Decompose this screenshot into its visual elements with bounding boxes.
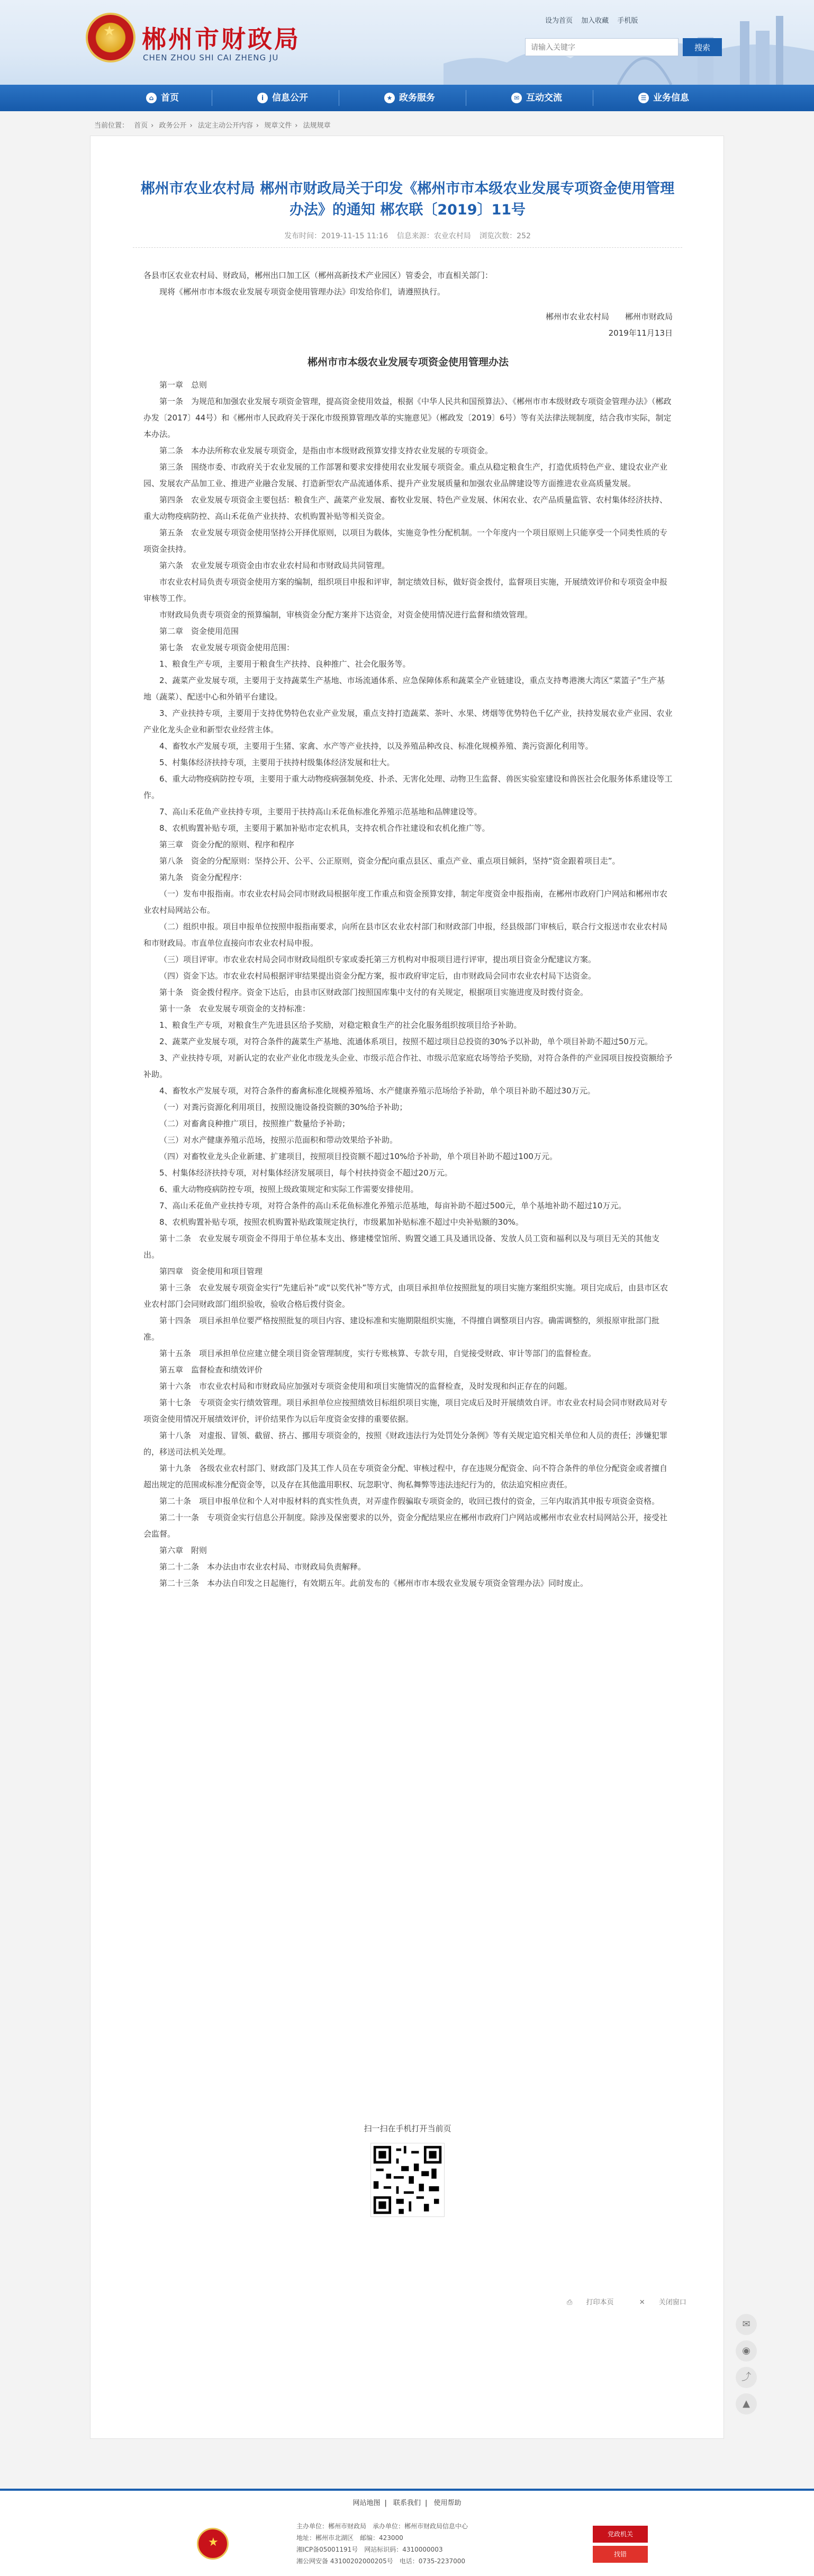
body-paragraph: 6、重大动物疫病防控专项，按照上级政策规定和实际工作需要安排使用。	[159, 1184, 419, 1194]
article-body	[143, 267, 673, 1592]
intro-paragraph: 现将《郴州市市本级农业发展专项资金使用管理办法》印发给你们，请遵照执行。	[159, 287, 446, 297]
footer-badges	[593, 2526, 648, 2566]
info-icon: i	[257, 93, 268, 103]
signature-date: 2019年11月13日	[608, 328, 673, 338]
search-input[interactable]	[525, 38, 679, 56]
breadcrumb-separator: ›	[151, 122, 154, 130]
breadcrumb-prefix: 当前位置：	[94, 122, 129, 130]
body-paragraph: 第五条 农业发展专项资金使用坚持公开择优原则，以项目为载体，实施竞争性分配机制。一个年度内一个项目原则上只能享受一个同类性质的专项资金扶持。	[143, 528, 668, 554]
print-icon: ⎙	[567, 2299, 575, 2306]
breadcrumb-separator: ›	[295, 122, 298, 130]
body-paragraph: 市财政局负责专项资金的预算编制，审核资金分配方案并下达资金，对资金使用情况进行监督和绩效管理。	[159, 610, 533, 620]
spacer	[143, 300, 673, 309]
qr-label: 扫一扫在手机打开当前页	[364, 2124, 451, 2133]
body-paragraph: 2、蔬菜产业发展专项，主要用于支持蔬菜生产基地、市场流通体系、应急保障体系和蔬菜全产业链建设，重点支持粤港澳大湾区“菜篮子”生产基地（蔬菜）、配送中心和外销平台建设。	[143, 676, 665, 702]
article-meta	[138, 230, 677, 241]
back-to-top-icon[interactable]: ▲	[736, 2393, 757, 2415]
nav-item-label: 首页	[161, 93, 179, 103]
nav-item-label: 互动交流	[526, 93, 562, 103]
body-paragraph: 第十八条 对虚报、冒领、截留、挤占、挪用专项资金的，按照《财政违法行为处罚处分条例》等有关规定追究相关单位和人员的责任；涉嫌犯罪的，移送司法机关处理。	[143, 1431, 668, 1457]
body-paragraph: 3、产业扶持专项，对新认定的农业产业化市级龙头企业、市级示范合作社、市级示范家庭农场等给予奖励，对符合条件的产业园项目按投资额给予补助。	[143, 1053, 673, 1079]
body-paragraph: 第一章 总则	[159, 380, 207, 390]
breadcrumb	[94, 120, 334, 130]
body-paragraph: 第十七条 专项资金实行绩效管理。项目承担单位应按照绩效目标组织项目实施，项目完成后及时开展绩效自评。市农业农村局会同市财政局对专项资金使用情况开展绩效评价，评价结果作为以后年度资金安排的重要依据。	[143, 1398, 668, 1424]
body-paragraph: 第四章 资金使用和项目管理	[159, 1267, 263, 1276]
body-paragraph: 3、产业扶持专项，主要用于支持优势特色农业产业发展，重点支持打造蔬菜、茶叶、水果、烤烟等优势特色千亿产业，扶持发展农业产业园、农业产业化龙头企业和新型农业经营主体。	[143, 708, 673, 734]
body-paragraph: 5、村集体经济扶持专项，主要用于扶持村级集体经济发展和壮大。	[159, 758, 395, 767]
body-paragraph: （三）项目评审。市农业农村局会同市财政局组织专家或委托第三方机构对申报项目进行评审，提出项目资金分配建议方案。	[159, 955, 596, 964]
footer-host: 主办单位：郴州市财政局 承办单位：郴州市财政局信息中心	[296, 2523, 468, 2530]
body-paragraph: 5、村集体经济扶持专项，对村集体经济发展项目，每个村扶持资金不超过20万元。	[159, 1168, 453, 1178]
breadcrumb-link[interactable]: 政务公开	[159, 122, 187, 130]
wechat-icon[interactable]: ✉	[736, 2314, 757, 2335]
signature-orgs: 郴州市农业农村局 郴州市财政局	[545, 312, 673, 321]
body-paragraph: 第六章 附则	[159, 1546, 207, 1555]
print-label: 打印本页	[586, 2299, 614, 2306]
top-links	[545, 15, 644, 25]
body-paragraph: 第十五条 项目承担单位应建立健全项目资金管理制度，实行专账核算、专款专用，自觉接受财政、审计等部门的监督检查。	[159, 1349, 596, 1358]
breadcrumb-link[interactable]: 规章文件	[264, 122, 292, 130]
print-button[interactable]	[567, 2299, 626, 2306]
home-icon: ⌂	[146, 93, 157, 103]
salutation: 各县市区农业农村局、财政局，郴州出口加工区（郴州高新技术产业园区）管委会，市直相关部门：	[143, 271, 493, 280]
body-paragraph: 8、农机购置补贴专项，按照农机购置补贴政策规定执行，市级累加补贴标准不超过中央补贴额的30%。	[159, 1217, 523, 1227]
party-government-badge-icon[interactable]: ★	[197, 2528, 229, 2560]
nav-item-label: 业务信息	[653, 93, 689, 103]
floating-toolbar	[736, 2314, 758, 2420]
close-icon: ✕	[639, 2299, 647, 2306]
nav-item-label: 信息公开	[272, 93, 308, 103]
body-paragraph: 第十一条 农业发展专项资金的支持标准：	[159, 1004, 311, 1013]
nav-item-label: 政务服务	[399, 93, 435, 103]
paragraph-list	[143, 377, 673, 1592]
footer-links: 网站地图 | 联系我们 | 使用帮助	[352, 2499, 462, 2507]
body-paragraph: 第七条 农业发展专项资金使用范围：	[159, 643, 295, 652]
breadcrumb-separator: ›	[189, 122, 193, 130]
body-paragraph: 第二十三条 本办法自印发之日起施行，有效期五年。此前发布的《郴州市市本级农业发展专项资金管理办法》同时废止。	[159, 1578, 589, 1588]
body-paragraph: 1、粮食生产专项，对粮食生产先进县区给予奖励，对稳定粮食生产的社会化服务组织按项目给予补助。	[159, 1020, 522, 1030]
site-title: 郴州市财政局	[142, 25, 301, 53]
body-paragraph: 第九条 资金分配程序：	[159, 873, 247, 882]
chat-icon: ✉	[511, 93, 522, 103]
footer-link[interactable]: 联系我们	[393, 2499, 421, 2507]
main-nav	[0, 85, 814, 111]
body-paragraph: 7、高山禾花鱼产业扶持专项，对符合条件的高山禾花鱼标准化养殖示范基地，每亩补助不超过500元，单个基地补助不超过10万元。	[159, 1201, 627, 1210]
body-paragraph: （四）资金下达。市农业农村局根据评审结果提出资金分配方案，报市政府审定后，由市财政局会同市农业农村局下达资金。	[159, 971, 596, 981]
body-paragraph: 市农业农村局负责专项资金使用方案的编制，组织项目申报和评审，制定绩效目标，做好资金拨付，监督项目实施，开展绩效评价和专项资金申报审核等工作。	[143, 577, 668, 603]
body-paragraph: 2、蔬菜产业发展专项，对符合条件的蔬菜生产基地、流通体系项目，按照不超过项目总投资的30%予以补助，单个项目补助不超过50万元。	[159, 1037, 653, 1046]
body-paragraph: 第三条 围绕市委、市政府关于农业发展的工作部署和要求安排使用农业发展专项资金。重点从稳定粮食生产，打造优质特色产业、建设农业产业园、发展农产品加工业、推进产业融合发展、打造新型农产品流通体系、提升产业发展质量和加强农业品牌建设等方面推进农业高质量发展。	[143, 462, 668, 488]
body-paragraph: 第十二条 农业发展专项资金不得用于单位基本支出、修建楼堂馆所、购置交通工具及通讯设备、发放人员工资和福利以及与项目无关的其他支出。	[143, 1234, 660, 1260]
body-paragraph: 8、农机购置补贴专项，主要用于累加补贴市定农机具，支持农机合作社建设和农机化推广等。	[159, 823, 490, 833]
body-paragraph: 4、畜牧水产发展专项，对符合条件的畜禽标准化规模养殖场、水产健康养殖示范场给予补助，单个项目补助不超过30万元。	[159, 1086, 595, 1096]
body-paragraph: 1、粮食生产专项，主要用于粮食生产扶持、良种推广、社会化服务等。	[159, 659, 411, 669]
site-subtitle: CHEN ZHOU SHI CAI ZHENG JU	[143, 53, 279, 62]
footer-record[interactable]: 湘ICP备05001191号 网站标识码：4310000003	[296, 2546, 443, 2553]
gov-badge[interactable]: 党政机关	[593, 2526, 648, 2543]
body-paragraph: 第四条 农业发展专项资金主要包括：粮食生产、蔬菜产业发展、畜牧业发展、特色产业发展、休闲农业、农产品质量监管、农村集体经济扶持、重大动物疫病防控、高山禾花鱼产业扶持、农机购置补贴等相关资金。	[143, 495, 668, 521]
body-paragraph: 第十六条 市农业农村局和市财政局应加强对专项资金使用和项目实施情况的监督检查，及时发现和纠正存在的问题。	[159, 1381, 573, 1391]
breadcrumb-link[interactable]: 首页	[134, 122, 148, 130]
body-paragraph: （四）对畜牧业龙头企业新建、扩建项目，按照项目投资额不超过10%给予补助，单个项目补助不超过100万元。	[159, 1152, 557, 1161]
nav-item-business[interactable]	[635, 85, 689, 111]
body-paragraph: 第一条 为规范和加强农业发展专项资金管理，提高资金使用效益，根据《中华人民共和国预算法》、《郴州市市本级财政专项资金管理办法》（郴政办发〔2017〕44号）和《郴州市人民政府关于深化市级预算管理改革的实施意见》（郴政发〔2019〕6号）等有关法律法规制度，结合我市实际，制定本办法。	[143, 397, 672, 439]
body-paragraph: 第二条 本办法所称农业发展专项资金，是指由市本级财政预算安排支持农业发展的专项资金。	[159, 446, 493, 455]
nav-item-home[interactable]	[143, 85, 179, 111]
body-paragraph: 7、高山禾花鱼产业扶持专项，主要用于扶持高山禾花鱼标准化养殖示范基地和品牌建设等。	[159, 807, 482, 816]
page-tools	[567, 2296, 710, 2306]
meta-divider	[133, 247, 682, 248]
body-paragraph: 第十三条 农业发展专项资金实行“先建后补”或“以奖代补”等方式，由项目承担单位按照批复的项目实施方案组织实施。项目完成后，由县市区农业农村部门会同财政部门组织验收，验收合格后拨付资金。	[143, 1283, 668, 1309]
breadcrumb-link[interactable]: 法规规章	[303, 122, 331, 130]
footer-link[interactable]: 使用帮助	[433, 2499, 462, 2507]
body-paragraph: （二）组织申报。项目申报单位按照申报指南要求，向所在县市区农业农村部门和财政部门申报，经县级部门审核后，联合行文报送市农业农村局和市财政局。市直单位直接向市农业农村局申报。	[143, 922, 668, 948]
body-paragraph: （一）对粪污资源化利用项目，按照设施设备投资额的30%给予补助；	[159, 1102, 408, 1112]
top-link-mobile[interactable]: 手机版	[617, 17, 638, 25]
body-paragraph: 6、重大动物疫病防控专项，主要用于重大动物疫病强制免疫、扑杀、无害化处理、动物卫生监督、兽医实验室建设和兽医社会化服务体系建设等工作。	[143, 774, 673, 800]
publish-date: 发布时间：2019-11-15 11:16	[284, 232, 388, 240]
body-paragraph: 第二十条 项目申报单位和个人对申报材料的真实性负责，对弄虚作假骗取专项资金的，收回已拨付的资金，三年内取消其申报专项资金资格。	[159, 1496, 660, 1506]
top-link-home[interactable]: 设为首页	[545, 17, 573, 25]
close-window-button[interactable]	[639, 2299, 698, 2306]
top-link-favorite[interactable]: 加入收藏	[581, 17, 609, 25]
info-source: 信息来源：农业农村局	[396, 232, 471, 240]
site-footer	[0, 2489, 814, 2576]
share-icon[interactable]: ⤴	[736, 2367, 757, 2388]
body-paragraph: 第六条 农业发展专项资金由市农业农村局和市财政局共同管理。	[159, 561, 390, 570]
close-label: 关闭窗口	[658, 2299, 686, 2306]
business-icon: ☰	[638, 93, 649, 103]
body-paragraph: 4、畜牧水产发展专项，主要用于生猪、家禽、水产等产业扶持，以及养殖品种改良、标准化规模养殖、粪污资源化利用等。	[159, 741, 593, 751]
body-paragraph: （二）对畜禽良种推广项目，按照推广数量给予补助；	[159, 1119, 350, 1128]
body-paragraph: 第三章 资金分配的原则、程序和程序	[159, 840, 295, 849]
view-count: 浏览次数：252	[480, 232, 531, 240]
body-paragraph: 第十条 资金拨付程序。资金下达后，由县市区财政部门按照国库集中支付的有关规定，根据项目实施进度及时拨付资金。	[159, 988, 589, 997]
footer-address: 地址：郴州市北湖区 邮编：423000	[296, 2534, 403, 2542]
qr-code	[370, 2143, 445, 2217]
body-paragraph: 第十九条 各级农业农村部门、财政部门及其工作人员在专项资金分配、审核过程中，存在违规分配资金、向不符合条件的单位分配资金或者擅自超出规定的范围或标准分配资金等，以及存在其他滥用职权、玩忽职守、徇私舞弊等违法违纪行为的，依法追究相应责任。	[143, 1464, 668, 1489]
body-paragraph: 第二十一条 专项资金实行信息公开制度。除涉及保密要求的以外，资金分配结果应在郴州市政府门户网站或郴州市农业农村局网站公开，接受社会监督。	[143, 1513, 668, 1539]
body-paragraph: 第五章 监督检查和绩效评价	[159, 1365, 263, 1375]
body-paragraph: 第二章 资金使用范围	[159, 626, 239, 636]
nav-item-info[interactable]	[254, 85, 308, 111]
breadcrumb-separator: ›	[256, 122, 259, 130]
footer-link[interactable]: 网站地图	[352, 2499, 381, 2507]
article-card	[90, 136, 724, 2439]
nav-item-interaction[interactable]	[508, 85, 562, 111]
weibo-icon[interactable]: ◉	[736, 2340, 757, 2362]
footer-info	[296, 2520, 529, 2567]
city-emblem-logo: ★	[88, 15, 133, 60]
nav-item-service[interactable]	[381, 85, 435, 111]
article-title: 郴州市农业农村局 郴州市财政局关于印发《郴州市市本级农业发展专项资金使用管理办法》的通知 郴农联〔2019〕11号	[140, 181, 675, 218]
body-paragraph: 第二十二条 本办法由市农业农村局、市财政局负责解释。	[159, 1562, 366, 1572]
site-header	[0, 0, 814, 85]
body-paragraph: （一）发布申报指南。市农业农村局会同市财政局根据年度工作重点和资金预算安排，制定年度资金申报指南，在郴州市政府门户网站和郴州市农业农村局网站公布。	[143, 889, 668, 915]
body-paragraph: 第八条 资金的分配原则：坚持公开、公平、公正原则，资金分配向重点县区、重点产业、重点项目倾斜，坚持“资金跟着项目走”。	[159, 856, 620, 866]
body-paragraph: （三）对水产健康养殖示范场，按照示范面积和带动效果给予补助。	[159, 1135, 398, 1145]
service-icon: ★	[384, 93, 395, 103]
breadcrumb-link[interactable]: 法定主动公开内容	[197, 122, 253, 130]
body-paragraph: 第十四条 项目承担单位要严格按照批复的项目内容、建设标准和实施期限组织实施，不得擅自调整项目内容。确需调整的，须报原审批部门批准。	[143, 1316, 660, 1342]
search-button[interactable]: 搜索	[683, 38, 722, 56]
error-report-badge[interactable]: 找错	[593, 2546, 648, 2563]
footer-police-record[interactable]: 湘公网安备 43100202000205号 电话：0735-2237000	[296, 2557, 466, 2565]
document-title: 郴州市市本级农业发展专项资金使用管理办法	[307, 356, 509, 368]
